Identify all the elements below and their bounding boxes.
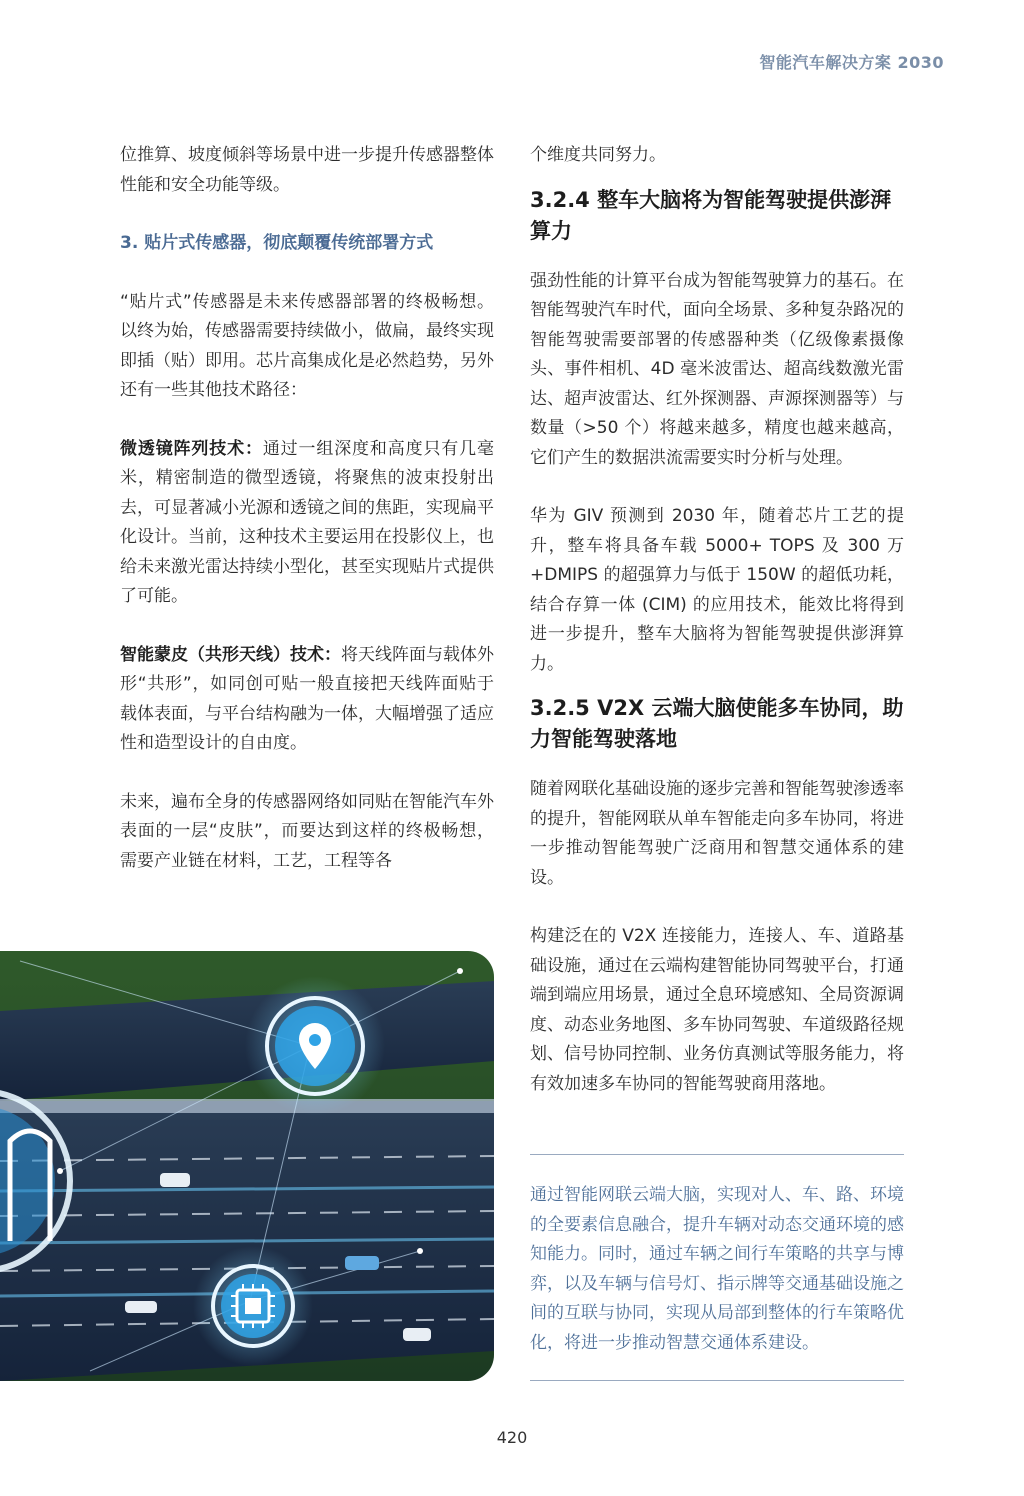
paragraph: “贴片式”传感器是未来传感器部署的终极畅想。以终为始，传感器需要持续做小，做扁，最终实现即插（贴）即用。芯片高集成化是必然趋势，另外还有一些其他技术路径： <box>120 291 494 400</box>
node-dot <box>417 1248 423 1254</box>
car <box>125 1301 157 1313</box>
paragraph: 构建泛在的 V2X 连接能力，连接人、车、道路基础设施，通过在云端构建智能协同驾驶平台，打通端到端应用场景，通过全息环境感知、全局资源调度、动态业务地图、多车协同驾驶、车道级路径规划、信号协同控制、业务仿真测试等服务能力，将有效加速多车协同的智能驾驶商用落地。 <box>530 926 904 1094</box>
paragraph: 随着网联化基础设施的逐步完善和智能驾驶渗透率的提升，智能网联从单车智能走向多车协同，将进一步推动智能驾驶广泛商用和智慧交通体系的建设。 <box>530 779 904 888</box>
paragraph-text: 通过一组深度和高度只有几毫米，精密制造的微型透镜，将聚焦的波束投射出去，可显著减小光源和透镜之间的焦距，实现扁平化设计。当前，这种技术主要运用在投影仪上，也给未来激光雷达持续小型化，甚至实现贴片式提供了可能。 <box>120 438 495 606</box>
node-dot <box>57 1168 63 1174</box>
paragraph: 位推算、坡度倾斜等场景中进一步提升传感器整体性能和安全功能等级。 <box>120 145 494 195</box>
chip-icon <box>213 1266 293 1346</box>
right-column <box>530 141 904 1099</box>
paragraph: 华为 GIV 预测到 2030 年，随着芯片工艺的提升，整车将具备车载 5000+ TOPS 及 300 万 +DMIPS 的超强算力与低于 150W 的超低功耗，结合存算一体 (CIM) 的应用技术，能效比将得到进一步提升，整车大脑将为智能驾驶提供澎湃算力。 <box>530 506 904 674</box>
paragraph-microlens <box>120 435 494 612</box>
car <box>345 1256 379 1270</box>
term-smart-skin: 智能蒙皮（共形天线）技术： <box>120 644 341 665</box>
location-pin-icon <box>267 998 363 1094</box>
left-column <box>120 141 494 876</box>
highway-illustration-svg <box>0 951 494 1381</box>
section-heading-3-2-5: 3.2.5 V2X 云端大脑使能多车协同，助力智能驾驶落地 <box>530 696 904 751</box>
paragraph-text: 将天线阵面与载体外形“共形”，如同创可贴一般直接把天线阵面贴于载体表面，与平台结构融为一体，大幅增强了适应性和造型设计的自由度。 <box>120 644 494 753</box>
pull-quote: 通过智能网联云端大脑，实现对人、车、路、环境的全要素信息融合，提升车辆对动态交通环境的感知能力。同时，通过车辆之间行车策略的共享与博弈，以及车辆与信号灯、指示牌等交通基础设施之间的互联与协同，实现从局部到整体的行车策略优化，将进一步推动智慧交通体系建设。 <box>530 1154 904 1381</box>
paragraph-smart-skin <box>120 641 494 759</box>
paragraph: 强劲性能的计算平台成为智能驾驶算力的基石。在智能驾驶汽车时代，面向全场景、多种复杂路况的智能驾驶需要部署的传感器种类（亿级像素摄像头、事件相机、4D 毫米波雷达、超高线数激光雷达、超声波雷达、红外探测器、声源探测器等）与数量（>50 个）将越来越多，精度也越来越高，它们产生的数据洪流需要实时分析与处理。 <box>530 270 904 468</box>
highway-illustration <box>0 951 494 1381</box>
bridge-rail <box>0 1099 494 1113</box>
subsection-heading: 3. 贴片式传感器，彻底颠覆传统部署方式 <box>120 233 434 253</box>
paragraph: 个维度共同努力。 <box>530 145 666 165</box>
term-microlens: 微透镜阵列技术： <box>120 438 263 459</box>
section-heading-3-2-4: 3.2.4 整车大脑将为智能驾驶提供澎湃算力 <box>530 187 892 243</box>
car <box>160 1173 190 1187</box>
node-dot <box>457 968 463 974</box>
page-number: 420 <box>496 1428 528 1447</box>
car <box>403 1328 431 1341</box>
paragraph: 未来，遍布全身的传感器网络如同贴在智能汽车外表面的一层“皮肤”，而要达到这样的终极畅想，需要产业链在材料，工艺，工程等各 <box>120 791 494 871</box>
running-header: 智能汽车解决方案 2030 <box>759 53 944 72</box>
